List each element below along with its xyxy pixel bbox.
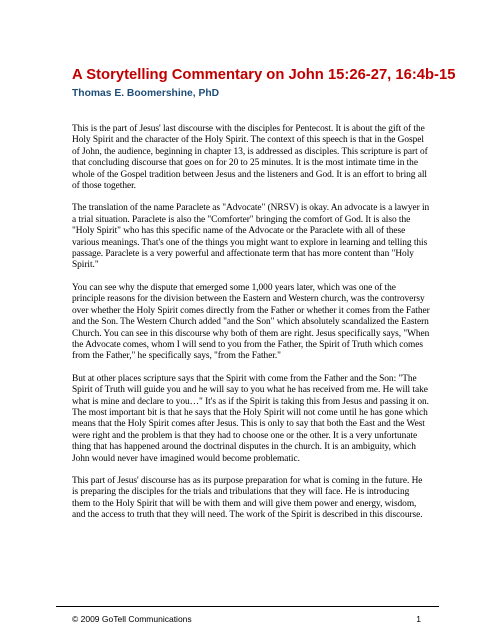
document-body [72,124,430,533]
body-paragraph: But at other places scripture says that the Spirit with come from the Father and the Son: "The Spirit of Truth will guide you and he will say to you what he has received from me. He will take what is mine and declare to you…" It's as if the Spirit is taking this from Jesus and passing it on. The most important bit is that he says that the Holy Spirit will not come until he has gone which means that the Holy Spirit comes after Jesus. This is only to say that both the East and the West were right and the problem is that they had to choose one or the other. It is a very unfortunate thing that has happened around the doctrinal disputes in the church. It is an ambiguity, which John would never have imagined would become problematic. [72,373,429,464]
body-paragraph: This part of Jesus' discourse has as its purpose preparation for what is coming in the future. He is preparing the disciples for the trials and tribulations that they will face. He is introducing them to the Holy Spirit that will be with them and will give them power and energy, wisdom, and the access to truth that they will need. The work of the Spirit is described in this discourse. [72,475,423,521]
body-paragraph: This is the part of Jesus' last discourse with the disciples for Pentecost. It is about the gift of the Holy Spirit and the character of the Holy Spirit. The context of this speech is that in the Gospel of John, the audience, beginning in chapter 13, is addressed as disciples. This scripture is part of that concluding discourse that goes on for 20 to 25 minutes. It is the most intimate time in the whole of the Gospel tradition between Jesus and the listeners and God. It is an effort to bring all of those together. [72,124,428,192]
document-title: A Storytelling Commentary on John 15:26-27, 16:4b-15 [72,67,456,83]
body-paragraph: You can see why the dispute that emerged some 1,000 years later, which was one of the principle reasons for the division between the Eastern and Western church, was the controversy over whether the Holy Spirit comes directly from the Father or whether it comes from the Father and the Son. The Western Church added "and the Son" which absolutely scandalized the Eastern Church. You can see in this discourse why both of them are right. Jesus specifically says, "When the Advocate comes, whom I will send to you from the Father, the Spirit of Truth which comes from the Father," he specifically says, "from the Father." [72,282,430,362]
body-paragraph: The translation of the name Paraclete as "Advocate" (NRSV) is okay. An advocate is a lawyer in a trial situation. Paraclete is also the "Comforter" bringing the comfort of God. It is also the "Holy Spirit" who has this specific name of the Advocate or the Paraclete with all of these various meanings. That's one of the things you might want to explore in learning and telling this passage. Paraclete is a very powerful and affectionate term that has more content than "Holy Spirit." [72,203,430,271]
page-number: 1 [416,614,421,624]
footer-copyright: © 2009 GoTell Communications [72,614,192,624]
document-author: Thomas E. Boomershine, PhD [72,88,220,99]
footer-divider [56,606,439,607]
